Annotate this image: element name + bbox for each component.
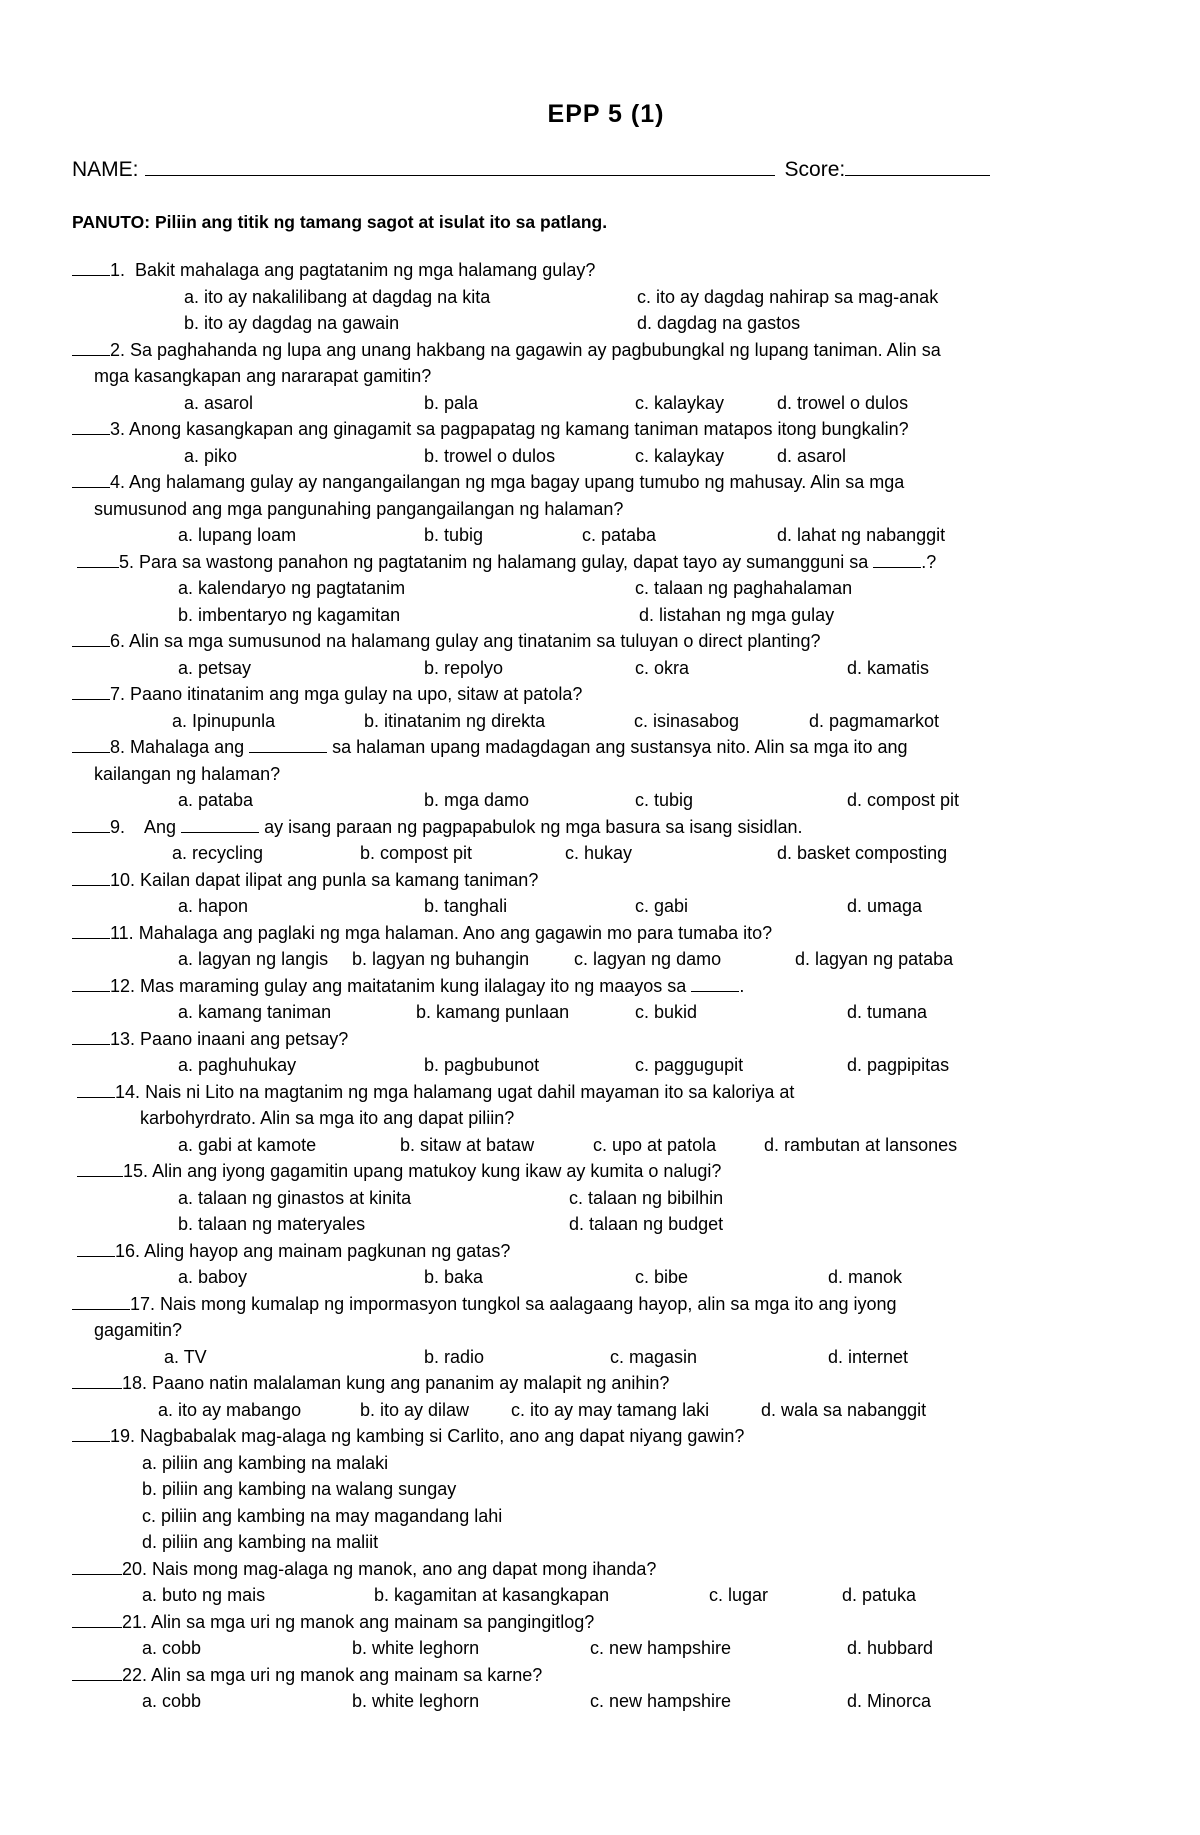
question-21 <box>72 1609 1140 1662</box>
question-text: Alin sa mga sumusunod na halamang gulay ang tinatanim sa tuluyan o direct planting? <box>129 631 821 651</box>
question-number: 9. <box>110 816 126 837</box>
question-text-cont: karbohyrdrato. Alin sa mga ito ang dapat piliin? <box>140 1108 515 1128</box>
choice-c: c. talaan ng bibilhin <box>569 1187 724 1208</box>
question-text: Mahalaga ang paglaki ng mga halaman. Ano ang gagawin mo para tumaba ito? <box>138 922 773 943</box>
choice-d: d. manok <box>828 1267 903 1287</box>
choice-b: b. piliin ang kambing na walang sungay <box>142 1479 457 1499</box>
answer-blank[interactable] <box>77 551 119 568</box>
choice-c: c. bibe <box>635 1267 689 1287</box>
question-text-cont: gagamitin? <box>94 1320 183 1340</box>
question-number: 21. <box>122 1611 148 1632</box>
question-text: Aling hayop ang mainam pagkunan ng gatas? <box>144 1240 511 1261</box>
question-3 <box>72 416 1140 469</box>
choice-d: d. hubbard <box>847 1638 934 1658</box>
question-text: Alin sa mga uri ng manok ang mainam sa pangingitlog? <box>151 1611 595 1632</box>
choice-c: c. talaan ng paghahalaman <box>635 578 853 598</box>
choice-b: b. tanghali <box>424 896 508 916</box>
question-number: 12. <box>110 975 136 996</box>
choice-d: d. basket composting <box>777 843 948 863</box>
answer-blank[interactable] <box>72 683 110 700</box>
choice-a: a. pataba <box>178 790 254 810</box>
answer-blank[interactable] <box>77 1160 123 1177</box>
answer-blank[interactable] <box>72 1611 122 1628</box>
choice-c: c. upo at patola <box>593 1134 717 1155</box>
choice-d: d. internet <box>828 1346 909 1367</box>
choice-a: a. paghuhukay <box>178 1055 297 1075</box>
choice-a: a. petsay <box>178 657 252 678</box>
question-number: 14. <box>115 1081 141 1102</box>
choice-c: c. kalaykay <box>635 392 725 413</box>
fill-in-blank[interactable] <box>691 975 739 992</box>
question-text: Nais ni Lito na magtanim ng mga halamang ugat dahil mayaman ito sa kaloriya at <box>145 1081 795 1102</box>
choice-b: b. imbentaryo ng kagamitan <box>178 604 401 625</box>
answer-blank[interactable] <box>72 1372 122 1389</box>
question-text: Ang halamang gulay ay nangangailangan ng mga bagay upang tumubo ng mahusay. Alin sa mga <box>129 472 905 492</box>
choice-c: c. kalaykay <box>635 445 725 466</box>
choice-d: d. lagyan ng pataba <box>795 949 954 969</box>
choice-d: d. patuka <box>842 1585 917 1605</box>
choice-b: b. compost pit <box>360 843 473 863</box>
choice-b: b. mga damo <box>424 790 530 810</box>
question-text-after: ay isang paraan ng pagpapabulok ng mga basura sa isang sisidlan. <box>264 816 803 837</box>
choice-c: c. lugar <box>709 1585 769 1605</box>
choice-c: c. ito ay may tamang laki <box>511 1399 710 1420</box>
choice-d: d. pagpipitas <box>847 1055 950 1075</box>
name-label: NAME: <box>72 158 139 181</box>
choice-b: b. white leghorn <box>352 1691 480 1711</box>
question-text: Kailan dapat ilipat ang punla sa kamang taniman? <box>140 869 539 890</box>
answer-blank[interactable] <box>72 1028 110 1045</box>
question-number: 19. <box>110 1426 136 1446</box>
answer-blank[interactable] <box>72 418 110 435</box>
choice-d: d. tumana <box>847 1002 928 1022</box>
choice-b: b. lagyan ng buhangin <box>352 949 530 969</box>
question-15 <box>72 1158 1140 1238</box>
score-field[interactable] <box>845 157 990 176</box>
choice-b: b. sitaw at bataw <box>400 1134 535 1155</box>
choice-c: c. pataba <box>582 525 657 545</box>
fill-in-blank[interactable] <box>181 816 259 833</box>
answer-blank[interactable] <box>72 1558 122 1575</box>
question-text: Paano natin malalaman kung ang pananim ay malapit ng anihin? <box>152 1373 670 1393</box>
choice-a: a. kamang taniman <box>178 1002 332 1022</box>
choice-b: b. baka <box>424 1267 484 1287</box>
question-text: Nagbabalak mag-alaga ng kambing si Carlito, ano ang dapat niyang gawin? <box>140 1426 745 1446</box>
choice-a: a. Ipinupunla <box>172 710 276 731</box>
fill-in-blank[interactable] <box>249 736 327 753</box>
choice-d: d. talaan ng budget <box>569 1214 724 1234</box>
question-17 <box>72 1291 1140 1371</box>
question-text: Bakit mahalaga ang pagtatanim ng mga halamang gulay? <box>135 260 596 280</box>
choice-c: c. ito ay dagdag nahirap sa mag-anak <box>637 286 939 307</box>
question-text: Nais mong kumalap ng impormasyon tungkol sa aalagaang hayop, alin sa mga ito ang iyong <box>160 1293 897 1314</box>
name-score-row <box>72 157 1140 182</box>
answer-blank[interactable] <box>72 339 110 356</box>
question-text-end: .? <box>921 551 937 572</box>
choice-a: a. talaan ng ginastos at kinita <box>178 1187 412 1208</box>
choice-b: b. white leghorn <box>352 1638 480 1658</box>
answer-blank[interactable] <box>72 1293 130 1310</box>
choice-d: d. lahat ng nabanggit <box>777 525 946 545</box>
choice-c: c. isinasabog <box>634 710 740 731</box>
choice-d: d. piliin ang kambing na maliit <box>142 1532 379 1552</box>
choice-c: c. okra <box>635 657 690 678</box>
question-text: Alin sa mga uri ng manok ang mainam sa karne? <box>151 1664 543 1685</box>
choice-b: b. talaan ng materyales <box>178 1214 366 1234</box>
question-number: 8. <box>110 737 126 757</box>
question-1 <box>72 257 1140 337</box>
choice-d: d. compost pit <box>847 790 960 810</box>
question-number: 6. <box>110 631 126 651</box>
choice-a: a. lagyan ng langis <box>178 949 329 969</box>
question-11 <box>72 920 1140 973</box>
choice-a: a. recycling <box>172 843 264 863</box>
choice-a: a. baboy <box>178 1267 248 1287</box>
answer-blank[interactable] <box>72 922 110 939</box>
question-number: 2. <box>110 339 126 360</box>
choice-d: d. dagdag na gastos <box>637 313 801 333</box>
choice-b: b. ito ay dilaw <box>360 1399 470 1420</box>
question-text: Paano itinatanim ang mga gulay na upo, sitaw at patola? <box>130 684 583 704</box>
question-text-cont: mga kasangkapan ang nararapat gamitin? <box>94 366 432 386</box>
question-text-cont: kailangan ng halaman? <box>94 763 281 784</box>
answer-blank[interactable] <box>72 259 110 276</box>
choice-a: a. gabi at kamote <box>178 1134 317 1155</box>
choice-a: a. asarol <box>184 392 254 413</box>
question-text-after: sa halaman upang madagdagan ang sustansya nito. Alin sa mga ito ang <box>332 737 908 757</box>
choice-d: d. wala sa nabanggit <box>761 1399 927 1420</box>
choice-b: b. ito ay dagdag na gawain <box>184 313 400 333</box>
choice-b: b. tubig <box>424 525 484 545</box>
score-label: Score: <box>784 158 846 181</box>
choice-d: d. rambutan at lansones <box>764 1134 958 1155</box>
choice-a: a. ito ay nakalilibang at dagdag na kita <box>184 286 491 307</box>
choice-b: b. itinatanim ng direkta <box>364 710 546 731</box>
question-number: 3. <box>110 419 126 439</box>
fill-in-blank[interactable] <box>873 551 921 568</box>
choice-c: c. magasin <box>610 1346 698 1367</box>
question-4 <box>72 469 1140 549</box>
choice-c: c. piliin ang kambing na may magandang lahi <box>142 1505 503 1526</box>
question-22 <box>72 1662 1140 1715</box>
question-number: 13. <box>110 1028 136 1049</box>
name-field[interactable] <box>145 157 775 176</box>
choice-a: a. cobb <box>142 1691 202 1711</box>
choice-b: b. kagamitan at kasangkapan <box>374 1585 610 1605</box>
question-text-end: . <box>739 975 745 996</box>
choice-c: c. paggugupit <box>635 1055 744 1075</box>
answer-blank[interactable] <box>72 816 110 833</box>
question-8 <box>72 734 1140 814</box>
question-text: Alin ang iyong gagamitin upang matukoy kung ikaw ay kumita o nalugi? <box>152 1161 722 1181</box>
answer-blank[interactable] <box>77 1081 115 1098</box>
question-2 <box>72 337 1140 417</box>
answer-blank[interactable] <box>72 471 110 488</box>
question-18 <box>72 1370 1140 1423</box>
choice-d: d. listahan ng mga gulay <box>639 604 835 625</box>
question-number: 5. <box>119 551 135 572</box>
answer-blank[interactable] <box>72 975 110 992</box>
question-text: Anong kasangkapan ang ginagamit sa pagpapatag ng kamang taniman matapos itong bungkalin? <box>129 419 909 439</box>
choice-b: b. trowel o dulos <box>424 445 556 466</box>
question-9 <box>72 814 1140 867</box>
question-number: 4. <box>110 472 126 492</box>
choice-b: b. repolyo <box>424 657 504 678</box>
question-text: Ang <box>144 816 177 837</box>
question-text: Sa paghahanda ng lupa ang unang hakbang na gagawin ay pagbubungkal ng lupang taniman. Alin sa <box>130 339 941 360</box>
question-7 <box>72 681 1140 734</box>
choice-a: a. lupang loam <box>178 525 297 545</box>
question-13 <box>72 1026 1140 1079</box>
choice-d: d. Minorca <box>847 1691 932 1711</box>
choice-b: b. pagbubunot <box>424 1055 540 1075</box>
question-number: 18. <box>122 1373 148 1393</box>
question-number: 11. <box>110 922 134 943</box>
question-number: 20. <box>122 1558 148 1579</box>
directions: PANUTO: Piliin ang titik ng tamang sagot at isulat ito sa patlang. <box>72 212 608 232</box>
answer-blank[interactable] <box>72 1664 122 1681</box>
choice-a: a. hapon <box>178 896 249 916</box>
choice-c: c. gabi <box>635 896 689 916</box>
choice-a: a. kalendaryo ng pagtatanim <box>178 578 406 598</box>
choice-d: d. asarol <box>777 445 847 466</box>
choice-c: c. bukid <box>635 1002 698 1022</box>
answer-blank[interactable] <box>77 1240 115 1257</box>
question-19 <box>72 1423 1140 1556</box>
question-text: Nais mong mag-alaga ng manok, ano ang dapat mong ihanda? <box>152 1558 657 1579</box>
question-text: Paano inaani ang petsay? <box>140 1028 349 1049</box>
question-6 <box>72 628 1140 681</box>
question-16 <box>72 1238 1140 1291</box>
question-20 <box>72 1556 1140 1609</box>
choice-a: a. TV <box>164 1346 207 1367</box>
question-number: 1. <box>110 260 126 280</box>
choice-d: d. trowel o dulos <box>777 392 909 413</box>
question-12 <box>72 973 1140 1026</box>
choice-b: b. pala <box>424 392 479 413</box>
answer-blank[interactable] <box>72 736 110 753</box>
choice-a: a. cobb <box>142 1638 202 1658</box>
choice-a: a. ito ay mabango <box>158 1399 302 1420</box>
choice-b: b. kamang punlaan <box>416 1002 570 1022</box>
question-text: Mas maraming gulay ang maitatanim kung ilalagay ito ng maayos sa <box>140 975 687 996</box>
choice-a: a. piliin ang kambing na malaki <box>142 1452 389 1473</box>
page-title: EPP 5 (1) <box>547 100 665 128</box>
choice-a: a. buto ng mais <box>142 1585 266 1605</box>
choice-d: d. pagmamarkot <box>809 710 940 731</box>
choice-b: b. radio <box>424 1346 485 1367</box>
question-number: 17. <box>130 1293 156 1314</box>
question-text-cont: sumusunod ang mga pangunahing pangangailangan ng halaman? <box>94 498 624 519</box>
choice-d: d. kamatis <box>847 657 930 678</box>
choice-d: d. umaga <box>847 896 923 916</box>
question-10 <box>72 867 1140 920</box>
choice-c: c. hukay <box>565 843 633 863</box>
question-text: Mahalaga ang <box>130 737 245 757</box>
answer-blank[interactable] <box>72 1425 110 1442</box>
question-number: 22. <box>122 1664 148 1685</box>
answer-blank[interactable] <box>72 630 110 647</box>
question-number: 15. <box>123 1161 149 1181</box>
question-number: 10. <box>110 869 136 890</box>
question-14 <box>72 1079 1140 1159</box>
question-number: 7. <box>110 684 126 704</box>
question-5 <box>72 549 1140 629</box>
choice-c: c. tubig <box>635 790 694 810</box>
choice-c: c. lagyan ng damo <box>574 949 722 969</box>
question-text: Para sa wastong panahon ng pagtatanim ng halamang gulay, dapat tayo ay sumangguni sa <box>139 551 869 572</box>
choice-a: a. piko <box>184 445 238 466</box>
answer-blank[interactable] <box>72 869 110 886</box>
choice-c: c. new hampshire <box>590 1638 732 1658</box>
choice-c: c. new hampshire <box>590 1691 732 1711</box>
question-number: 16. <box>115 1240 141 1261</box>
